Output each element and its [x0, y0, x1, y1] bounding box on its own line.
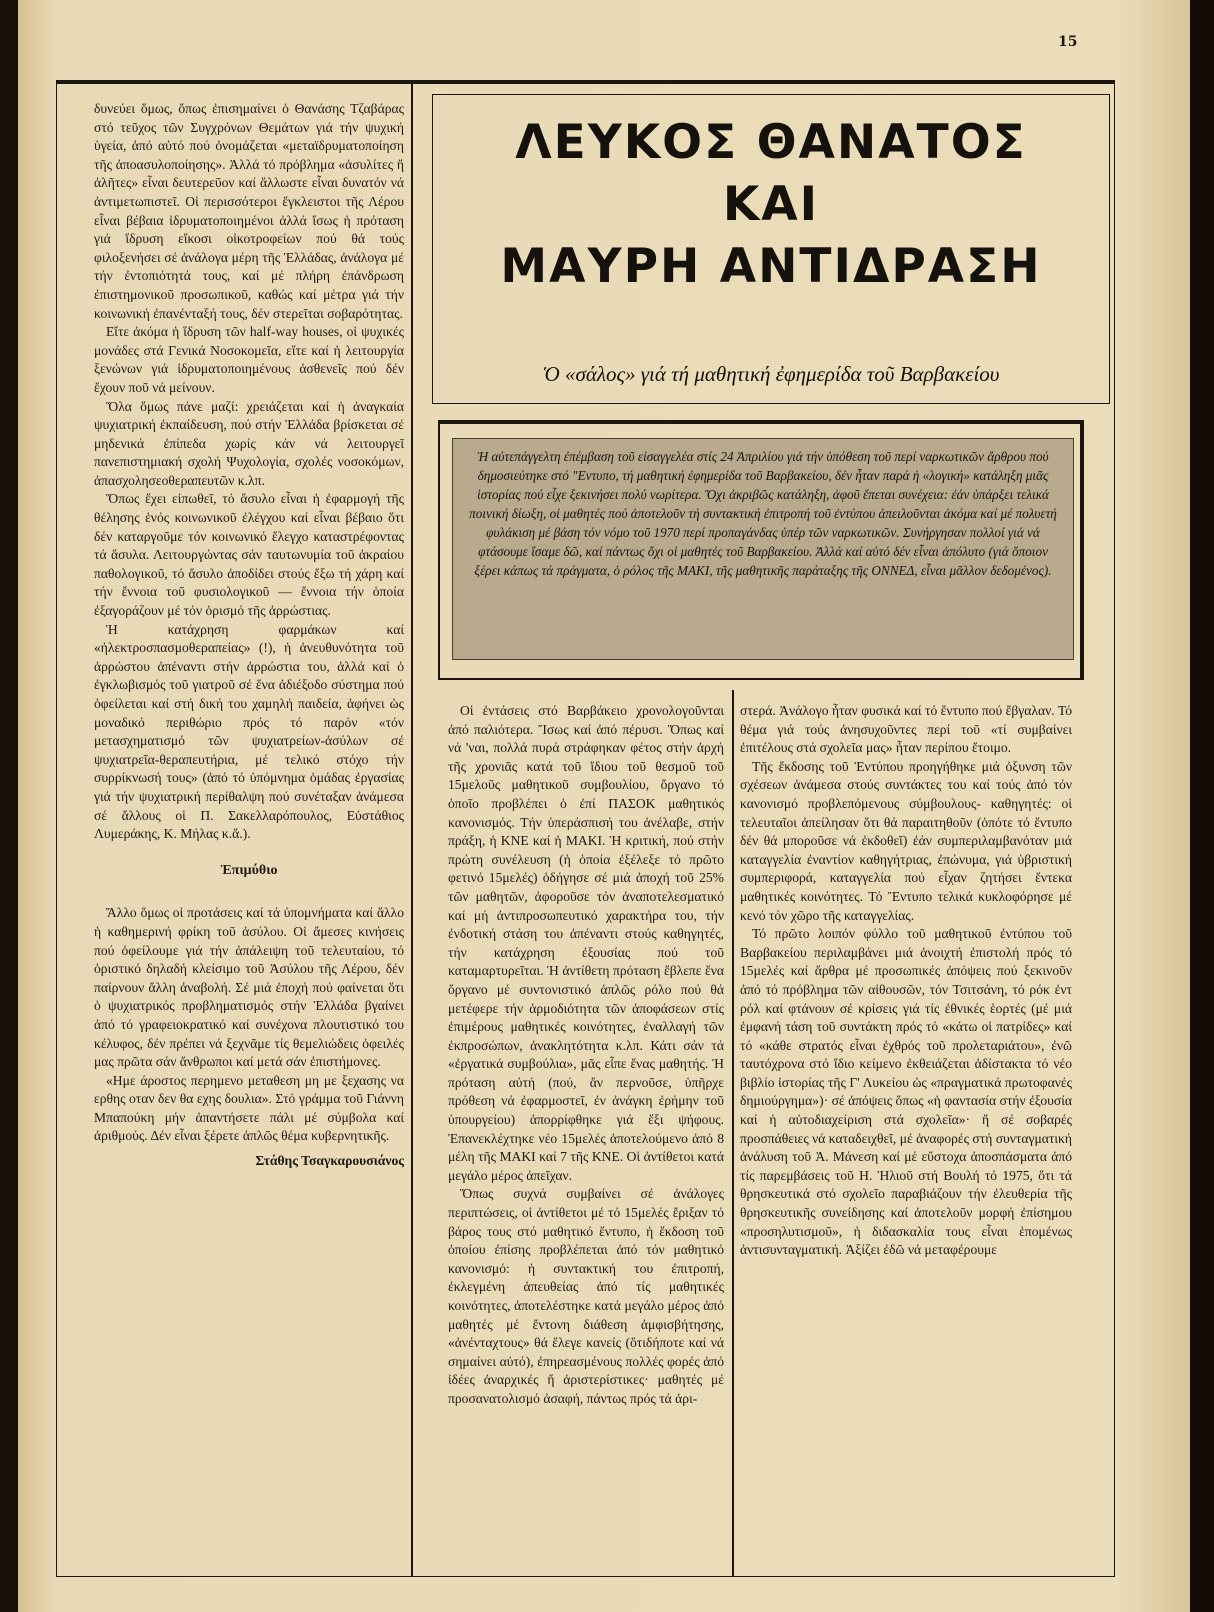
deck-text: Ἡ αὐτεπάγγελτη ἐπέμβαση τοῦ εἰσαγγελέα στίς 24 Ἀπριλίου γιά τήν ὑπόθεση τοῦ περί ναρκωτικῶν ἄρθρου πού δημοσιεύτηκε στό "Εντυπο, τή μαθητική ἐφημερίδα τοῦ Βαρβακείου, δέν ἦταν παρά ἡ «λογική» κατάληξη μιᾶς ἱστορίας πού εἶχε ξεκινήσει πολύ νωρίτερα. Ὄχι ἀκριβῶς κατάληξη, ἀφοῦ ἕπεται συνέχεια: ἐάν ὑπάρξει τελικά ποινική δίωξη, οἱ μαθητές πού ἀποτελοῦν τή συντακτική ἐπιτροπή τοῦ ἐντύπου ἀπειλοῦνται ἀκόμα καί μέ πολυετή φυλάκιση μέ βάση τόν νόμο τοῦ 1970 περί προπαγάνδας ὑπέρ τῶν ναρκωτικῶν. Συνήργησαν πολλοί γιά νά φτάσουμε ἴσαμε δῶ, καί πάντως ὄχι οἱ μαθητές τοῦ Βαρβακείου. Ἀλλά καί αὐτό δέν εἶναι ἀπόλυτο (γιά ὅποιον ξέρει κάπως τά πράγματα, ὁ ρόλος τῆς ΜΑΚΙ, τῆς μαθητικῆς παράταξης τῆς ΟΝΝΕΔ, εἶναι μᾶλλον δεδομένος).	[452, 438, 1074, 660]
right-paragraph: Τῆς ἔκδοσης τοῦ Ἐντύπου προηγήθηκε μιά ὀξυνση τῶν σχέσεων ἀνάμεσα στούς συντάκτες του καί τούς ἀπό τόν κανονισμό προβλεπόμενους σύμβουλους- καθηγητές: οἱ τελευταῖοι ἀπείλησαν ὅτι θά παραιτηθοῦν (ὁπότε τό ἔντυπο δέν θά μποροῦσε νά ἐκδοθεῖ) ἐάν συμπεριλαμβανόταν μιά καταγγελία ἐναντίον καθηγήτριας, ἐπώνυμα, γιά ὑβριστική συμπεριφορά, καταγγελία πού εἶχαν ζητήσει ἔντεκα μαθητικές κοινότητες. Τό Ἔντυπο τελικά κυκλοφόρησε μέ κενό τόν χῶρο τῆς καταγγελίας.	[740, 758, 1072, 923]
left-paragraph: Ὅλα ὅμως πάνε μαζί: χρειάζεται καί ἡ ἀναγκαία ψυχιατρική ἐκπαίδευση, πού στήν Ἑλλάδα βρίσκεται σέ μηδενικά ἐπίπεδα χωρίς κάν νά λειτουργεῖ πανεπιστημιακή σχολή Ψυχολογία, σχολές νοσοκόμων, ἀπασχολησεοθεραπευτῶν κ.λπ.	[94, 398, 404, 488]
headline-line: ΚΑΙ	[722, 177, 820, 232]
epimythio-paragraph: «Ημε άροστος περημενο μεταθεση μη με ξεχασης να ερθης οταν δεν θα εχης δουλια». Στό γράμμα τοῦ Γιάννη Μπαπούκη μήν ἀπαντήσετε πάλι μέ σύμβολα καί ἀριθμούς. Δέν εἶναι ξέρετε ἁπλῶς θέμα κυβερνητικῆς.	[94, 1072, 404, 1144]
left-paragraph: Εἴτε ἀκόμα ἡ ἵδρυση τῶν half-way houses, οἱ ψυχικές μονάδες στά Γενικά Νοσοκομεῖα, εἴτε καί ἡ λειτουργία ξενώνων γιά ἰδρυματοποιημένους ἀσθενεῖς πού δέν ἔχουν ποῦ νά μείνουν.	[94, 324, 404, 395]
epimythio-paragraph: Ἄλλο ὅμως οἱ προτάσεις καί τά ὑπομνήματα καί ἄλλο ἡ καθημερινή φρίκη τοῦ ἀσύλου. Οἱ ἄμεσες κινήσεις πού ὀφείλουμε γιά τήν ἀπάλειψη τοῦ τελευταίου, τό ὁριστικό δηλαδή κλείσιμο τοῦ Ἀσύλου τῆς Λέρου, δέν παίρνουν ἄλλη ἀναβολή. Σέ μιά ἐποχή πού φαίνεται ὅτι ὁ ψυχιατρικός προβληματισμός στήν Ἑλλάδα βγαίνει ἀπό τό γραφειοκρατικό καί συνέχονα πλουτιστικό του κέλυφος, δέν πρέπει νά ξεχνᾶμε τίς θεμελιώδεις ὀφειλές μας πρῶτα σάν ἄνθρωποι καί μετά σάν ἐπιστήμονες.	[94, 905, 404, 1070]
right-paragraph: στερά. Ἀνάλογο ἦταν φυσικά καί τό ἔντυπο πού ἔβγαλαν. Τό θέμα γιά τούς ἀνησυχοῦντες περί τοῦ «τί συμβαίνει ἐπιτέλους στά σχολεῖα μας» ἦταν περίπου ἔτοιμο.	[740, 703, 1072, 756]
page-number: 15	[1058, 34, 1078, 50]
column-rule-middle	[732, 690, 734, 1577]
right-paragraph: Τό πρῶτο λοιπόν φύλλο τοῦ μαθητικοῦ ἐντύπου τοῦ Βαρβακείου περιλαμβάνει μιά ἀνοιχτή ἐπιστολή πρός τό 15μελές καί ἄρθρα μέ προσωπικές ἀπόψεις πού ξεκινοῦν ἀπό τό πρόβλημα τῶν αἰθουσῶν, τόν Τσιτσάνη, τό ρόκ ἐντ ρόλ καί φτάνουν σέ κρίσεις γιά τίς ἐθνικές ἑορτές (μέ μιά ἐμφανή τάση τοῦ συντάκτη πρός τό «κάτω οἱ πατρίδες» καί τό «κάθε στρατός εἶναι ἐχθρός τοῦ προλεταριάτου», ἐνῶ ταυτόχρονα στό ἴδιο κείμενο ἐκθειάζεται ἀδίστακτα τό νέο βιβλίο ἱστορίας τῆς Γ' Λυκείου ὡς «πραγματικά πρωτοφανές δημιούργημα»)· σέ ἀπόψεις ὅπως «ἡ φαντασία στήν ἐξουσία καί ἡ αὐτοδιαχείριση στά σχολεῖα»· ἤ σέ σοβαρές προσπάθειες νά καταδειχθεῖ, μέ ἀναφορές στή συνταγματική ἀνάλυση τοῦ Ἀ. Μάνεση καί μέ εὔστοχα ἀποσπάσματα ἀπό τίς παρεμβάσεις τοῦ Η. Ἡλιοῦ στή Βουλή τό 1975, ὅτι τά θρησκευτικά στό σχολεῖο παραβιάζουν τήν ἐλευθερία τῆς θρησκευτικῆς συνείδησης καί ἀποτελοῦν μορφή ἐπίσημου «προσηλυτισμοῦ», ἡ διδασκαλία τους εἶναι ἑπομένως ἀντισυνταγματική. Ἀξίζει ἐδῶ νά μεταφέρουμε	[740, 926, 1072, 1258]
headline-line: ΛΕΥΚΟΣ ΘΑΝΑΤΟΣ	[515, 115, 1027, 170]
right-column	[740, 702, 1072, 1260]
left-paragraph: δυνεύει ὅμως, ὅπως ἐπισημαίνει ὁ Θανάσης Τζαβάρας στό τεῦχος τῶν Συγχρόνων Θεμάτων γιά τήν ψυχική ὑγεία, ἀπό αὐτό πού ὀνομάζεται «μεταϊδρυματοποίηση τῆς ἀποασυλοποίησης». Ἀλλά τό πρόβλημα «ἀσυλίτες ἤ ἀλῆτες» εἶναι δευτερεῦον καί ἄλλωστε εἶναι δυνατόν νά ἀντιμετωπιστεῖ. Οἱ περισσότεροι ἔγκλειστοι τῆς Λέρου εἶναι βέβαια ἰδρυματοποιημένοι ἀλλά ἴσως ἡ πρόταση γιά ἵδρυση εἴκοσι οἰκοτροφείων πού θά τούς φιλοξενήσει σέ ἀνάλογα μέρη τῆς Ἑλλάδας, ἀνάλογα μέ τήν ἐντοπιότητά τους, καί μέ πλήρη ἐπάνδρωση ἐπιστημονικοῦ προσωπικοῦ, καθώς καί μέτρα γιά τήν κοινωνική ἐπανένταξή τους, δέν στερεῖται σοβαρότητας.	[94, 101, 404, 321]
left-paragraph: Ἡ κατάχρηση φαρμάκων καί «ἠλεκτροσπασμοθεραπείας» (!), ἡ ἀνευθυνότητα τοῦ ἀρρώστου ἀπέναντι στήν ἀρρώστια του, ἀλλά καί ὁ ἐγκλωβισμός τοῦ γιατροῦ σέ ἕνα ἀδιέξοδο σύστημα πού ὀφείλεται καί στή δική του χαμηλή παιδεία, ἀφήνει ὡς μοναδικό περιθώριο πρός τό παρόν «τόν μετασχηματισμό τῶν ψυχιατρείων-ἀσύλων σέ ψυχιατρεῖα-θεραπευτήρια, μέ τελικό στόχο τήν συρρίκνωσή τους» (ἀπό τό ὑπόμνημα ὁμάδας ἐργασίας γιά τήν ψυχιατρική περίθαλψη πού συνέταξαν ἀνάμεσα σέ ἄλλους οἱ Π. Σακελλαρόπουλος, Εὐστάθιος Λυμεράκης, Κ. Μήλας κ.ἄ.).	[94, 621, 404, 842]
page-edge-shadow	[1190, 0, 1214, 1612]
middle-paragraph: Οἱ ἐντάσεις στό Βαρβάκειο χρονολογοῦνται ἀπό παλιότερα. Ἴσως καί ἀπό πέρυσι. Ὅπως καί νά 'ναι, πολλά πυρά στράφηκαν φέτος στήν ἀρχή τῆς χρονιᾶς κατά τοῦ ἴδιου τοῦ θεσμοῦ τοῦ 15μελοῦς μαθητικοῦ συμβουλίου, ὄργανο τό ὁποῖο προβλέπει ὁ ἐπί ΠΑΣΟΚ μαθητικός κανονισμός. Τήν ὑπεράσπισή του ἀνέλαβε, στήν πράξη, ἡ ΚΝΕ καί ἡ ΜΑΚΙ. Ἡ κριτική, πού στήν πρώτη συνέλευση (ἡ ὁποία ἐξέλεξε τό πρῶτο φετινό 15μελές) ὁδήγησε σέ μιά ἀποχή τοῦ 25% τῶν μαθητῶν, ἀφοροῦσε τόν ἀναποτελεσματικό καί μή ἀντιπροσωπευτικό χαρακτήρα του, τήν ἐνδοτική στάση του ἀπέναντι στούς καθηγητές, τήν κατάχρηση ἐξουσίας πού τοῦ καταμαρτυρεῖται. Ἡ ἀντίθετη πρόταση ἔβλεπε ἕνα ὄργανο μέ συντονιστικό ἁπλῶς ρόλο πού θά μετέφερε τήν ἁρμοδιότητα τῶν ἀποφάσεων στίς ἐπιμέρους μαθητικές κοινότητες, ἐναλλαγή τῶν ἐκπροσώπων, ἀνακλητότητα κ.λπ. Κάτι σάν τά «ἐργατικά συμβούλια», μᾶς εἶπε ἕνας μαθητής. Ἡ πρόταση αὐτή (πού, ἄν περνοῦσε, ὑπῆρχε πρόθεση νά ἐφαρμοστεῖ, ἐν ἀνάγκη ἐρήμην τοῦ ὑπουργείου) ἀπορρίφθηκε γιά ἕξι ψήφους. Ἐπανεκλέχτηκε νέο 15μελές ἀποτελούμενο ἀπό 8 μέλη τῆς ΜΑΚΙ καί 7 τῆς ΚΝΕ. Οἱ ἀντίθετοι κατά μεγάλο μέρος ἀπεῖχαν.	[448, 703, 724, 1183]
headline-line: ΜΑΥΡΗ ΑΝΤΙΔΡΑΣΗ	[500, 239, 1042, 294]
section-title: Ἐπιμύθιο	[220, 862, 278, 878]
column-rule-left	[411, 84, 413, 1577]
middle-column	[448, 702, 724, 1409]
left-paragraph: Ὅπως ἔχει εἰπωθεῖ, τό ἄσυλο εἶναι ἡ ἐφαρμογή τῆς θέλησης ἑνός κοινωνικοῦ ἐλέγχου καί εἶναι βέβαιο ὅτι δέν καταργοῦμε τόν κοινωνικό ἔλεγχο καταστρέφοντας τά ἄσυλα. Λειτουργώντας σάν ταυτωνυμία τοῦ ἀκραίου παθολογικοῦ, τό ἄσυλο ἀποδίδει στούς ἔξω τή χάρη καί τήν ἔννοια τοῦ φυσιολογικοῦ — ἔννοια τήν ὁποία ἐξαγοράζουν μέ τόν ὁρισμό τῆς ἀρρώστιας.	[94, 491, 404, 619]
author-signature: Στάθης Τσαγκαρουσιάνος	[255, 1153, 404, 1169]
middle-paragraph: Ὅπως συχνά συμβαίνει σέ ἀνάλογες περιπτώσεις, οἱ ἀντίθετοι μέ τό 15μελές ἔριξαν τό βάρος τους στό μαθητικό ἔντυπο, ἡ ἔκδοση τοῦ ὁποίου ἐπίσης προβλέπεται ἀπό τόν μαθητικό κανονισμό: ἡ συντακτική του ἐπιτροπή, ἐκλεγμένη ἀπευθείας ἀπό τίς μαθητικές κοινότητες, ἀποτελέστηκε κατά μεγάλο μέρος ἀπό μαθητές μέ ἔντονη διάθεση ἀμφισβήτησης, «ἀνένταχτους» θά ἔλεγε κανείς (ὅτιδήποτε καί νά σημαίνει αὐτό), ἐπηρεασμένους πολλές φορές ἀπό ἰδέες ἀναρχικές ἤ ἀριστερίστικες· μαθητές μέ προσανατολισμό ἀσαφή, πάντως πρός τά ἀρι-	[448, 1186, 724, 1406]
subtitle: Ὁ «σάλος» γιά τή μαθητική ἐφημερίδα τοῦ Βαρβακείου	[542, 362, 1000, 386]
left-column	[94, 100, 404, 1171]
headline	[432, 112, 1110, 298]
